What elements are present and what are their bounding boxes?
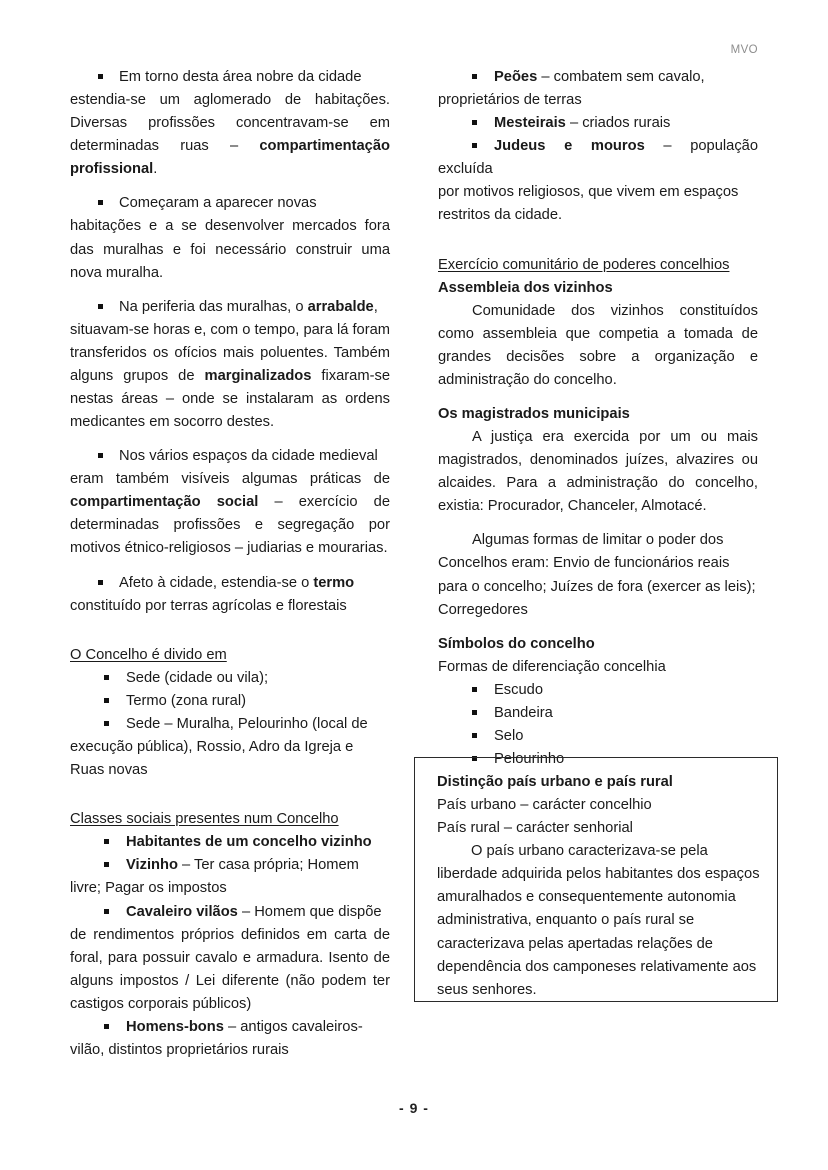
- left-column: [70, 66, 390, 1062]
- bullet-lead-text: Afeto à cidade, estendia-se o: [119, 574, 314, 591]
- list-item: [438, 725, 758, 748]
- bold-term-peoes: Peões: [494, 69, 538, 85]
- bullet-body-text: situavam-se horas e, com o tempo, para lá foram transferidos os ofícios mais poluentes. Também alguns grupos de: [70, 321, 390, 384]
- list-item-vizinho-body: livre; Pagar os impostos: [70, 880, 227, 897]
- subheading-formas-diferenciacao: Formas de diferenciação concelhia: [438, 658, 666, 675]
- square-bullet-icon: [98, 74, 103, 79]
- bullet-lead-text: Começaram a aparecer novas: [119, 195, 317, 212]
- paragraph-limitar-poder: Algumas formas de limitar o poder dos Concelhos eram: Envio de funcionários reais para o concelho; Juízes de fora (exercer as leis); Corregedores: [438, 532, 756, 618]
- list-mesteirais: [438, 112, 758, 135]
- square-bullet-icon: [472, 710, 477, 715]
- paragraph-magistrados: A justiça era exercida por um ou mais magistrados, denominados juízes, alvazires ou alcaides. Para a administração do concelho, existia: Procurador, Chanceler, Almotacé.: [438, 429, 758, 515]
- callout-paragraph: O país urbano caracterizava-se pela liberdade adquirida pelos habitantes dos espaços amuralhados e consequentemente autonomia administrativa, enquanto o país rural se caracterizava pelas apertadas relações de dependência dos camponeses relativamente aos seus senhores.: [437, 843, 760, 998]
- list-item: [70, 690, 390, 713]
- bullet-body-espacos: [70, 468, 390, 560]
- list-item-sede-muralha: [70, 713, 390, 736]
- bullet-lead-text: Na periferia das muralhas, o: [119, 298, 308, 315]
- list-item-cavaleiro-vilaos: [70, 901, 390, 924]
- list-item-judeus-body: por motivos religiosos, que vivem em espaços restritos da cidade.: [438, 184, 739, 224]
- bullet-body-em-torno: [70, 89, 390, 181]
- square-bullet-icon: [98, 200, 103, 205]
- square-bullet-icon: [472, 687, 477, 692]
- callout-box-distincao: [414, 757, 778, 1002]
- bullet-body-tail: – exercício de determinadas profissões e segregação por motivos étnico-religiosos – judiarias e mourarias.: [70, 494, 390, 557]
- heading-classes-sociais: Classes sociais presentes num Concelho: [70, 811, 339, 828]
- square-bullet-icon: [104, 839, 109, 844]
- square-bullet-icon: [472, 120, 477, 125]
- list-item-judeus-mouros: [438, 135, 758, 181]
- page-number: - 9 -: [399, 1100, 429, 1116]
- list-item: [70, 667, 390, 690]
- list-item-lead-tail: – Homem que dispõe: [237, 903, 382, 920]
- list-item: [438, 679, 758, 702]
- list-item-lead: Sede – Muralha, Pelourinho (local de: [126, 715, 368, 732]
- bold-term-arrabalde: arrabalde: [307, 298, 374, 315]
- bullet-paragraph-comecaram: [70, 192, 390, 215]
- paragraph-assembleia: Comunidade dos vizinhos constituídos como assembleia que competia a tomada de grandes decisões sobre a organização e administração do concelho.: [438, 302, 758, 388]
- bullet-body-arrabalde: [70, 319, 390, 434]
- square-bullet-icon: [472, 733, 477, 738]
- square-bullet-icon: [472, 143, 477, 148]
- bold-term-judeus-e-mouros: Judeus e mouros: [494, 138, 645, 155]
- list-item: [70, 831, 390, 854]
- heading-exercicio-comunitario: Exercício comunitário de poderes concelhios: [438, 256, 730, 273]
- square-bullet-icon: [104, 675, 109, 680]
- bullet-paragraph-em-torno: [70, 66, 390, 89]
- square-bullet-icon: [98, 453, 103, 458]
- bold-term-compartimentacao-social: compartimentação social: [70, 494, 259, 511]
- list-item-label: Bandeira: [494, 704, 553, 721]
- bold-term-cavaleiro-vilaos: Cavaleiro vilãos: [126, 903, 238, 920]
- list-item-label: Pelourinho: [494, 751, 565, 768]
- list-item-mesteirais: [438, 112, 758, 135]
- bold-term-homens-bons: Homens-bons: [126, 1018, 224, 1035]
- square-bullet-icon: [472, 74, 477, 79]
- list-item-sede-muralha-body: execução pública), Rossio, Adro da Igreja e Ruas novas: [70, 739, 354, 779]
- bullet-lead-text: Em torno desta área nobre da cidade: [119, 69, 362, 85]
- list-item-vizinho: [70, 854, 390, 877]
- list-classes-sociais: [70, 831, 390, 854]
- bold-term-compartimentacao-profissional: compartimentação profissional: [70, 138, 390, 178]
- bullet-paragraph-espacos: [70, 445, 390, 468]
- list-item-peoes: [438, 66, 758, 89]
- bullet-body-text: eram também visíveis algumas práticas de: [70, 471, 390, 488]
- bullet-body-afeto: constituído por terras agrícolas e florestais: [70, 597, 347, 614]
- bold-term-vizinho: Vizinho: [126, 857, 178, 874]
- list-item-cavaleiro-body: de rendimentos próprios definidos em carta de foral, para possuir cavalo e armadura. Isento de alguns impostos / Lei diferente (não podem ter castigos corporais públicos): [70, 926, 390, 1012]
- square-bullet-icon: [98, 304, 103, 309]
- bullet-paragraph-afeto: [70, 572, 390, 595]
- square-bullet-icon: [104, 909, 109, 914]
- bold-term-termo: termo: [313, 574, 355, 591]
- heading-o-concelho-e-divido-em: O Concelho é divido em: [70, 646, 227, 663]
- square-bullet-icon: [104, 721, 109, 726]
- list-item-label: Sede (cidade ou vila);: [126, 669, 269, 686]
- square-bullet-icon: [104, 862, 109, 867]
- callout-line-pais-rural: País rural – carácter senhorial: [437, 820, 633, 837]
- list-item-homens-bons: [70, 1016, 390, 1039]
- bullet-lead-tail: ,: [373, 298, 378, 315]
- list-item: [438, 702, 758, 725]
- bullet-body-tail: fixaram-se nestas áreas – onde se instalaram as ordens medicantes em socorro destes.: [70, 367, 390, 431]
- square-bullet-icon: [104, 1024, 109, 1029]
- list-item-lead-tail: – antigos cavaleiros-: [223, 1018, 363, 1035]
- list-item-lead-tail: – população excluída: [438, 138, 758, 178]
- square-bullet-icon: [98, 580, 103, 585]
- list-item-label: Selo: [494, 728, 524, 745]
- heading-assembleia-dos-vizinhos: Assembleia dos vizinhos: [438, 279, 613, 296]
- bullet-paragraph-arrabalde: [70, 296, 390, 319]
- bullet-body-comecaram: habitações e a se desenvolver mercados fora das muralhas e foi necessário construir uma nova muralha.: [70, 218, 390, 281]
- bold-term-habitantes: Habitantes de um concelho vizinho: [126, 834, 372, 851]
- heading-simbolos-do-concelho: Símbolos do concelho: [438, 635, 595, 652]
- page-header-watermark: MVO: [730, 44, 758, 56]
- list-item-lead-tail: – combatem sem cavalo,: [537, 69, 705, 85]
- square-bullet-icon: [104, 698, 109, 703]
- bullet-lead-text: Nos vários espaços da cidade medieval: [119, 448, 378, 465]
- callout-line-pais-urbano: País urbano – carácter concelhio: [437, 797, 652, 814]
- bold-term-marginalizados: marginalizados: [204, 367, 312, 384]
- list-item-homens-bons-body: vilão, distintos proprietários rurais: [70, 1041, 289, 1058]
- bold-term-mesteirais: Mesteirais: [494, 115, 566, 132]
- list-item-lead-tail: – criados rurais: [565, 115, 671, 132]
- list-item-label: Termo (zona rural): [126, 692, 246, 709]
- heading-os-magistrados-municipais: Os magistrados municipais: [438, 406, 630, 423]
- list-item-lead-tail: – Ter casa própria; Homem: [177, 857, 359, 874]
- list-item-peoes-body: proprietários de terras: [438, 92, 582, 109]
- callout-title: Distinção país urbano e país rural: [437, 774, 673, 790]
- list-concelho-divisions: [70, 667, 390, 713]
- bullet-body-text: estendia-se um aglomerado de habitações. Diversas profissões concentravam-se em determinadas ruas –: [70, 92, 390, 155]
- bullet-body-tail: .: [153, 161, 158, 178]
- list-item-label: Escudo: [494, 681, 543, 698]
